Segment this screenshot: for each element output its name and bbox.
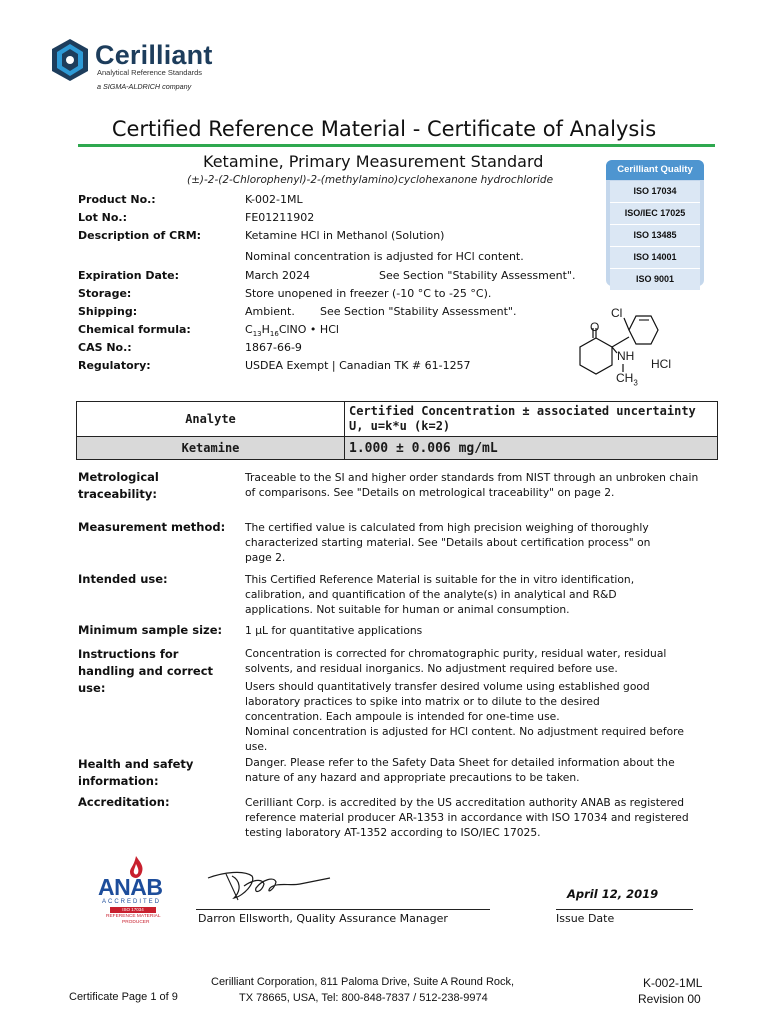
analyte-header: Analyte [77, 402, 345, 437]
formula-rest: ClNO • HCl [278, 323, 339, 336]
structure-hcl-label: HCl [651, 357, 671, 371]
description-value: Ketamine HCl in Methanol (Solution) [245, 229, 445, 242]
certified-value-table [76, 401, 718, 460]
signer-name: Darron Ellsworth, Quality Assurance Manager [198, 912, 448, 925]
signature-line [196, 909, 490, 910]
shipping-note: See Section "Stability Assessment". [320, 305, 517, 318]
concentration-cell: 1.000 ± 0.006 mg/mL [345, 437, 718, 460]
title-divider [78, 144, 715, 147]
issue-date-value: April 12, 2019 [567, 887, 659, 901]
section-text: This Certified Reference Material is suitable for the in vitro identification, calibration, and quantification of the analyte(s) in analytical and R&D applications. Not suitable for human or animal consumption. [245, 573, 635, 616]
quality-item: ISO 13485 [610, 225, 700, 247]
structure-ch3-label [616, 371, 638, 387]
structure-nh-label: NH [617, 349, 635, 363]
structure-cl-label: Cl [611, 306, 623, 320]
lot-no-value: FE01211902 [245, 211, 315, 224]
storage-label: Storage: [78, 287, 132, 300]
anab-accredited: ACCREDITED [102, 899, 162, 905]
table-row [77, 437, 718, 460]
table-header-row [77, 402, 718, 437]
section-text: Nominal concentration is adjusted for HCl content. No adjustment required before use. [245, 725, 684, 753]
shipping-label: Shipping: [78, 305, 138, 318]
expiration-label: Expiration Date: [78, 269, 180, 282]
section-text: Cerilliant Corp. is accredited by the US accreditation authority ANAB as registered reference material producer AR-1353 in accordance with ISO 17034 and registered testing laboratory AT-1352 according to ISO/IEC 17025. [245, 796, 689, 839]
section-label: Metrological traceability: [78, 470, 159, 501]
section-label: Instructions for handling and correct use: [78, 647, 214, 695]
quality-item: ISO 14001 [610, 247, 700, 269]
lot-no-label: Lot No.: [78, 211, 127, 224]
product-title: Ketamine, Primary Measurement Standard [203, 152, 544, 171]
anab-wordmark: ANAB [98, 874, 163, 900]
cerilliant-hexagon-icon [50, 38, 90, 82]
product-no-value: K-002-1ML [245, 193, 303, 206]
anab-rm-line1: REFERENCE MATERIAL [106, 914, 161, 919]
formula-value [245, 323, 339, 338]
section-label: Measurement method: [78, 520, 226, 534]
formula-h-sub: 16 [269, 330, 279, 339]
formula-c: C [245, 323, 253, 336]
formula-label: Chemical formula: [78, 323, 191, 336]
company-logo [50, 36, 220, 92]
document-title: Certified Reference Material - Certificate of Analysis [111, 117, 657, 141]
address-line-2: TX 78665, USA, Tel: 800-848-7837 / 512-238-9974 [239, 992, 488, 1004]
logo-company: a SIGMA-ALDRICH company [97, 82, 192, 91]
page-number: Certificate Page 1 of 9 [69, 991, 178, 1003]
section-text: Traceable to the SI and higher order standards from NIST through an unbroken chain of comparisons. See "Details on metrological traceability" on page 2. [245, 471, 699, 499]
section-label: Accreditation: [78, 795, 170, 809]
address-line-1: Cerilliant Corporation, 811 Paloma Drive, Suite A Round Rock, [211, 976, 515, 988]
quality-item: ISO 17034 [610, 181, 700, 203]
analyte-cell: Ketamine [77, 437, 345, 460]
regulatory-value: USDEA Exempt | Canadian TK # 61-1257 [245, 359, 471, 372]
logo-tagline: Analytical Reference Standards [97, 68, 203, 77]
anab-iso: ISO 17034 [110, 907, 156, 913]
section-text: The certified value is calculated from high precision weighing of thoroughly characterized starting material. See "Details about certification process" on page 2. [245, 521, 651, 564]
shipping-value: Ambient. [245, 305, 295, 318]
structure-ch3-sub: 3 [633, 378, 638, 388]
logo-wordmark: Cerilliant [95, 40, 213, 70]
revision: Revision 00 [638, 992, 701, 1006]
storage-value: Store unopened in freezer (-10 °C to -25 °C). [245, 287, 492, 300]
expiration-value: March 2024 [245, 269, 311, 282]
product-no-label: Product No.: [78, 193, 156, 206]
formula-h: H [261, 323, 270, 336]
expiration-note: See Section "Stability Assessment". [379, 269, 576, 282]
handwritten-signature [204, 866, 334, 904]
cas-label: CAS No.: [78, 341, 132, 354]
section-text: 1 µL for quantitative applications [245, 624, 423, 637]
quality-heading: Cerilliant Quality [606, 160, 704, 180]
regulatory-label: Regulatory: [78, 359, 151, 372]
quality-item: ISO/IEC 17025 [610, 203, 700, 225]
description-note: Nominal concentration is adjusted for HCl content. [245, 250, 524, 263]
section-text: Users should quantitatively transfer desired volume using established good laboratory practices to spike into matrix or to dilute to the desired concentration. Each ampoule is intended for one-time use. [245, 680, 650, 723]
chemical-name: (±)-2-(2-Chlorophenyl)-2-(methylamino)cyclohexanone hydrochloride [187, 174, 554, 186]
structure-ch-text: CH [616, 371, 634, 385]
section-text: Danger. Please refer to the Safety Data Sheet for detailed information about the nature of any hazard and appropriate precautions to be taken. [245, 756, 675, 784]
concentration-header: Certified Concentration ± associated uncertainty U, u=k*u (k=2) [345, 402, 718, 437]
anab-logo [96, 856, 176, 926]
quality-item: ISO 9001 [610, 269, 700, 290]
formula-c-sub: 13 [252, 330, 262, 339]
description-label: Description of CRM: [78, 229, 202, 242]
section-label: Minimum sample size: [78, 623, 223, 637]
section-label: Intended use: [78, 572, 168, 586]
structure-o-label: O [590, 320, 600, 334]
anab-rm-line2: PRODUCER [122, 920, 150, 925]
issue-date-label: Issue Date [556, 912, 615, 925]
section-text: Concentration is corrected for chromatographic purity, residual water, residual solvents, and residual inorganics. No adjustment required before use. [245, 647, 667, 675]
cas-value: 1867-66-9 [245, 341, 302, 354]
quality-panel [606, 160, 704, 286]
document-id: K-002-1ML [643, 976, 703, 990]
section-label: Health and safety information: [78, 757, 194, 788]
issue-date-line [556, 909, 693, 910]
